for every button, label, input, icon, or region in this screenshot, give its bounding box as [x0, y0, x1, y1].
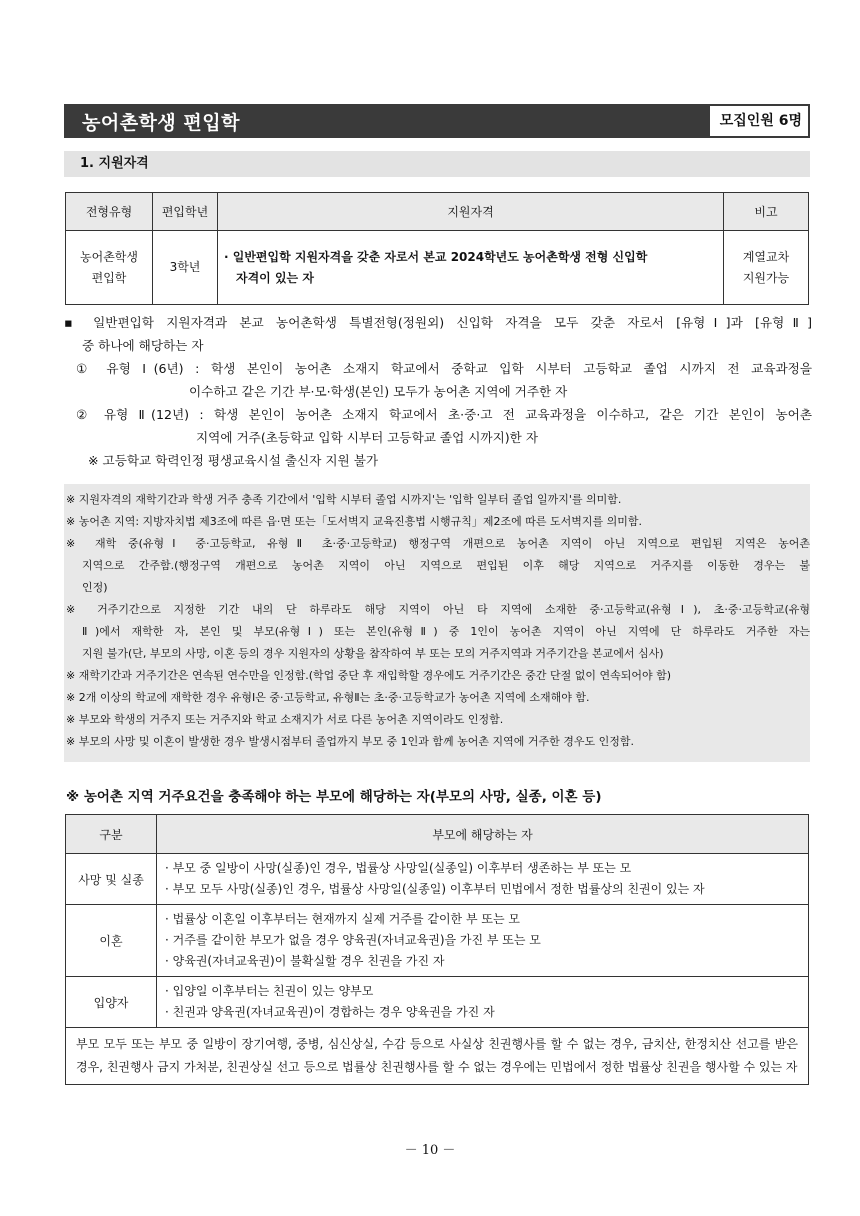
qualification-line: · 일반편입학 지원자격을 갖춘 자로서 본교 2024학년도 농어촌학생 전형 신입학: [224, 249, 648, 264]
note-item-cont: 지원 불가(단, 부모의 사망, 이혼 등의 경우 지원자의 상황을 참작하여 부 또는 모의 거주지역과 거주기간을 본교에서 심사): [82, 647, 664, 660]
note-item-cont: 인정): [82, 581, 108, 594]
note-line: 지원가능: [742, 270, 790, 285]
title-bar: [64, 104, 810, 138]
row-label: 입양자: [66, 977, 157, 1028]
row-content: [157, 854, 809, 905]
type-line: 농어촌학생: [80, 249, 138, 264]
qualification-line: 자격이 있는 자: [236, 270, 314, 285]
header-cell: 지원자격: [218, 193, 724, 231]
rule-exclusion: ※ 고등학교 학력인정 평생교육시설 출신자 지원 불가: [88, 453, 379, 468]
recruit-count: 모집인원 6명: [710, 106, 808, 136]
note-item: ※ 부모의 사망 및 이혼이 발생한 경우 발생시점부터 졸업까지 부모 중 1인과 함께 농어촌 지역에 거주한 경우도 인정함.: [66, 735, 634, 748]
notes-box: [64, 484, 810, 762]
eligibility-table: [65, 192, 809, 305]
table-row: [66, 1028, 809, 1085]
rule-main-line: ▪ 일반편입학 지원자격과 본교 농어촌학생 특별전형(정원외) 신입학 자격을 모두 갖춘 자로서 [유형Ⅰ]과 [유형Ⅱ]: [64, 315, 812, 330]
note-item-cont: 지역으로 간주함.(행정구역 개편으로 농어촌 지역이 아닌 지역으로 편입된 이후 해당 지역으로 거주지를 이동한 경우는 불: [82, 559, 810, 572]
row-line: · 양육권(자녀교육권)이 불확실할 경우 친권을 가진 자: [165, 954, 445, 968]
rule-type1-line: 이수하고 같은 기간 부·모·학생(본인) 모두가 농어촌 지역에 거주한 자: [189, 384, 568, 399]
header-cell: 비고: [724, 193, 809, 231]
eligibility-rules: [62, 311, 812, 472]
note-item: ※ 재학 중(유형Ⅰ 중·고등학교, 유형Ⅱ 초·중·고등학교) 행정구역 개편으로 농어촌 지역이 아닌 지역으로 편입된 지역은 농어촌: [66, 537, 810, 550]
note-item: ※ 거주기간으로 지정한 기간 내의 단 하루라도 해당 지역이 아닌 타 지역에 소재한 중·고등학교(유형Ⅰ), 초·중·고등학교(유형: [66, 603, 810, 616]
parent-section-heading: ※ 농어촌 지역 거주요건을 충족해야 하는 부모에 해당하는 자(부모의 사망, 실종, 이혼 등): [66, 789, 602, 805]
row-content: [157, 905, 809, 977]
rule-main-line: 중 하나에 해당하는 자: [82, 338, 204, 353]
header-cell: 편입학년: [153, 193, 218, 231]
note-cell: [724, 231, 809, 305]
table-row: [66, 231, 809, 305]
grade-cell: 3학년: [153, 231, 218, 305]
header-cell: 부모에 해당하는 자: [157, 815, 809, 854]
table-row: [66, 854, 809, 905]
rule-type1-line: ① 유형 Ⅰ(6년) : 학생 본인이 농어촌 소재지 학교에서 중학교 입학 시부터 고등학교 졸업 시까지 전 교육과정을: [76, 361, 812, 376]
note-item: ※ 2개 이상의 학교에 재학한 경우 유형Ⅰ은 중·고등학교, 유형Ⅱ는 초·중·고등학교가 농어촌 지역에 소재해야 함.: [66, 691, 590, 704]
note-item-cont: Ⅱ)에서 재학한 자, 본인 및 부모(유형Ⅰ) 또는 본인(유형Ⅱ) 중 1인이 농어촌 지역이 아닌 지역에 단 하루라도 거주한 자는: [82, 625, 810, 638]
row-label: 이혼: [66, 905, 157, 977]
table-header-row: [66, 815, 809, 854]
note-item: ※ 농어촌 지역: 지방자치법 제3조에 따른 읍·면 또는「도서벽지 교육진흥법 시행규칙」제2조에 따른 도서벽지를 의미함.: [66, 515, 643, 528]
rule-type2-line: 지역에 거주(초등학교 입학 시부터 고등학교 졸업 시까지)한 자: [196, 430, 538, 445]
page-title: 농어촌학생 편입학: [82, 111, 240, 134]
rule-type2-line: ② 유형 Ⅱ(12년) : 학생 본인이 농어촌 소재지 학교에서 초·중·고 전 교육과정을 이수하고, 같은 기간 본인이 농어촌: [76, 407, 812, 422]
table-header-row: [66, 193, 809, 231]
row-content: [157, 977, 809, 1028]
row-line: · 친권과 양육권(자녀교육권)이 경합하는 경우 양육권을 가진 자: [165, 1005, 495, 1019]
row-line: · 부모 중 일방이 사망(실종)인 경우, 법률상 사망일(실종일) 이후부터 생존하는 부 또는 모: [165, 861, 632, 875]
bottom-note: 부모 모두 또는 부모 중 일방이 장기여행, 중병, 심신상실, 수감 등으로 사실상 친권행사를 할 수 없는 경우, 금치산, 한정치산 선고를 받은 경우, 친권행사 금지 가처분, 친권상실 선고 등으로 법률상 친권행사를 할 수 없는 경우에는 민법에서 정한 법률상 친권을 행사할 수 있는 자: [66, 1028, 809, 1085]
note-line: 계열교차: [742, 249, 790, 264]
row-line: · 부모 모두 사망(실종)인 경우, 법률상 사망일(실종일) 이후부터 민법에서 정한 법률상의 친권이 있는 자: [165, 882, 705, 896]
row-label: 사망 및 실종: [66, 854, 157, 905]
row-line: · 거주를 같이한 부모가 없을 경우 양육권(자녀교육권)을 가진 부 또는 모: [165, 933, 541, 947]
qualification-cell: [218, 231, 724, 305]
row-line: · 법률상 이혼일 이후부터는 현재까지 실제 거주를 같이한 부 또는 모: [165, 912, 520, 926]
type-cell: [66, 231, 153, 305]
type-line: 편입학: [91, 270, 127, 285]
note-item: ※ 부모와 학생의 거주지 또는 거주지와 학교 소재지가 서로 다른 농어촌 지역이라도 인정함.: [66, 713, 504, 726]
note-item: ※ 지원자격의 재학기간과 학생 거주 충족 기간에서 '입학 시부터 졸업 시까지'는 '입학 일부터 졸업 일까지'를 의미함.: [66, 493, 622, 506]
row-line: · 입양일 이후부터는 친권이 있는 양부모: [165, 984, 374, 998]
header-cell: 전형유형: [66, 193, 153, 231]
header-cell: 구분: [66, 815, 157, 854]
page-number: － 10 －: [404, 1143, 456, 1158]
note-item: ※ 재학기간과 거주기간은 연속된 연수만을 인정함.(학업 중단 후 재입학할 경우에도 거주기간은 중간 단절 없이 연속되어야 함): [66, 669, 672, 682]
table-row: [66, 905, 809, 977]
section-heading: 1. 지원자격: [64, 151, 810, 177]
table-row: [66, 977, 809, 1028]
parent-table: [65, 814, 809, 1085]
